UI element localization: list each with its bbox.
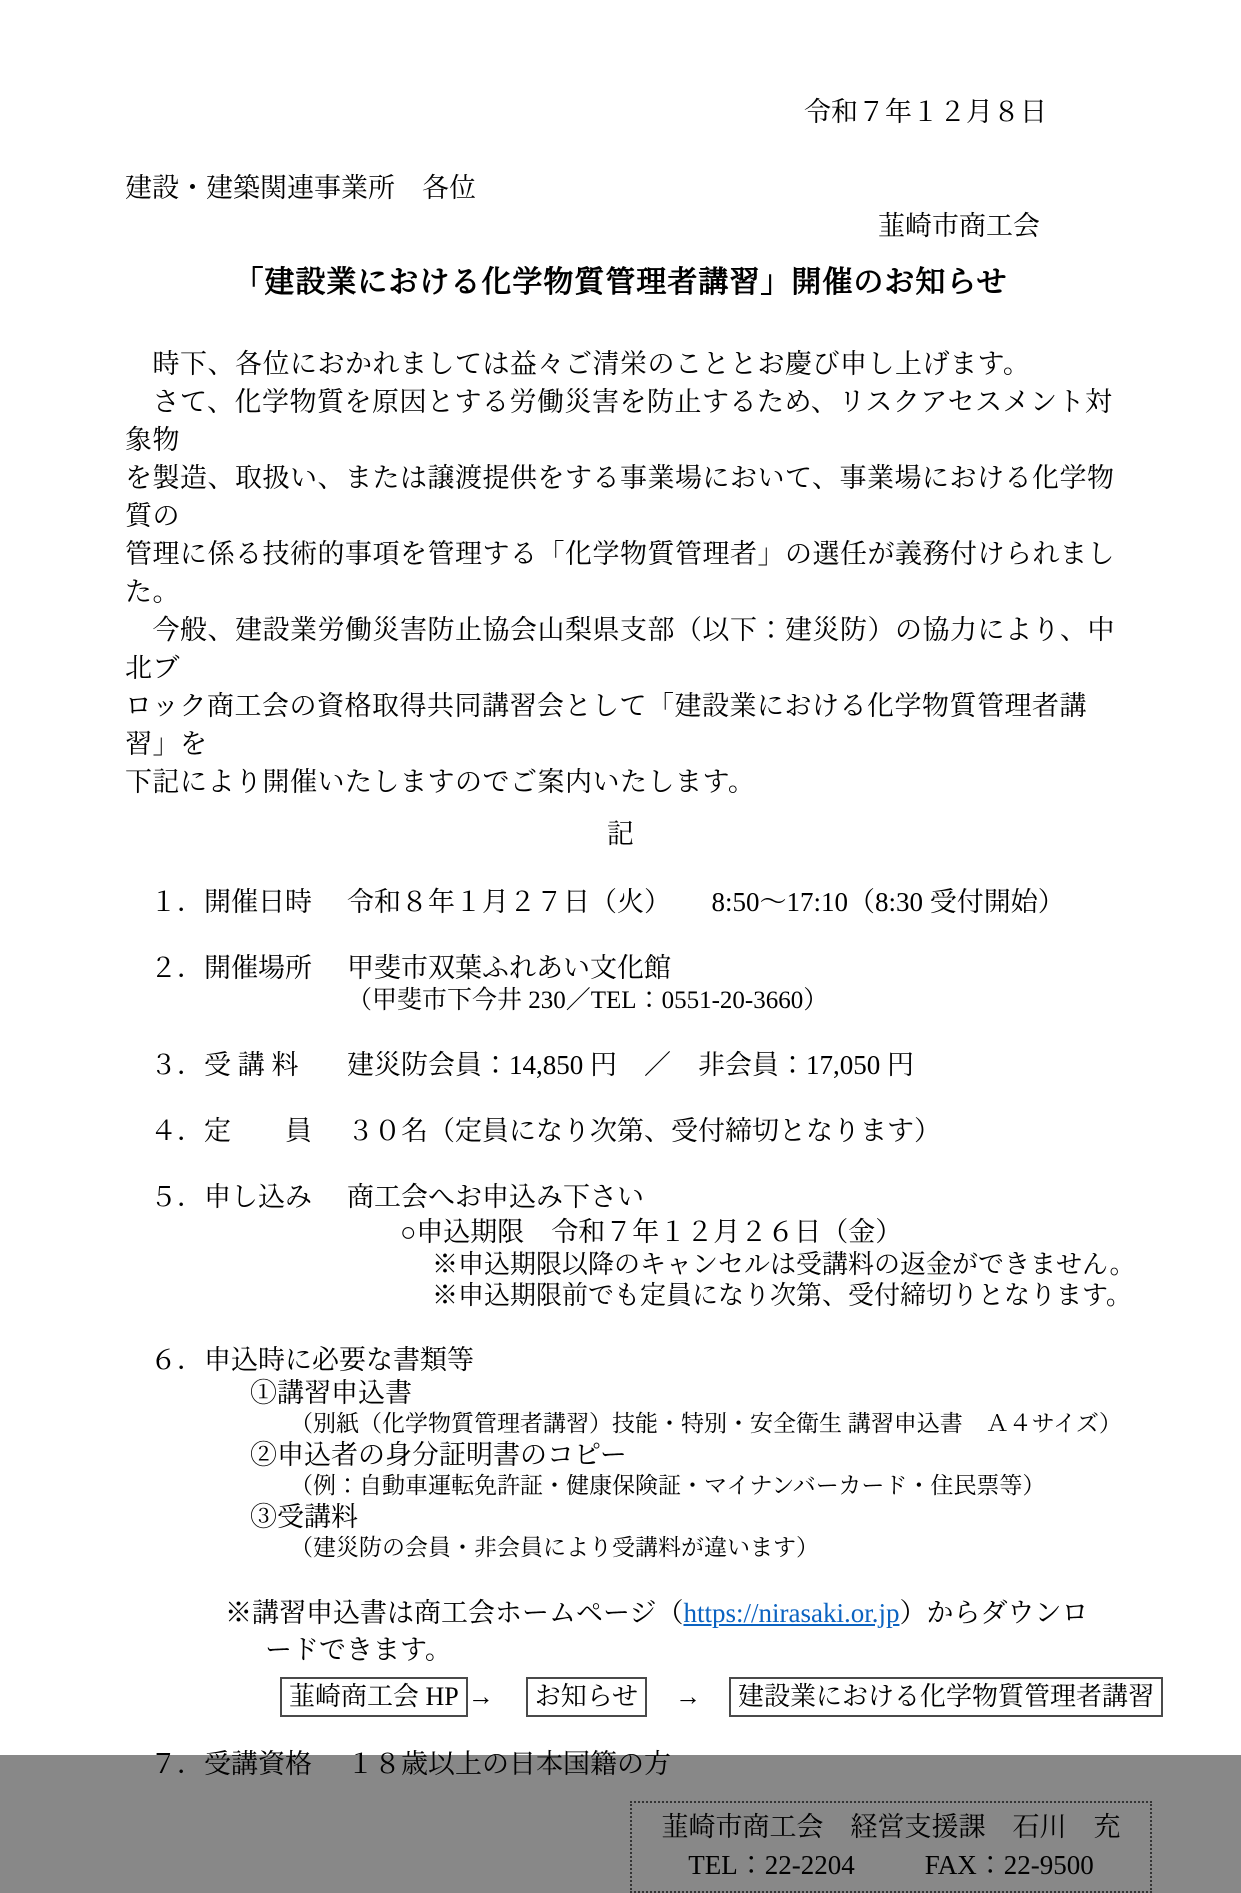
item-4-capacity	[150, 1115, 1116, 1148]
nav-step-course-page: 建設業における化学物質管理者講習	[729, 1677, 1163, 1717]
website-navigation-path	[150, 1673, 1154, 1718]
item-7-value: １８歳以上の日本国籍の方	[347, 1748, 671, 1779]
contact-person: 韮崎市商工会 経営支援課 石川 充	[661, 1811, 1121, 1842]
item-6-label: ６．申込時に必要な書類等	[150, 1345, 474, 1375]
arrow-right-icon: →	[467, 1681, 494, 1711]
body-line: 下記により開催いたしますのでご案内いたします。	[125, 767, 756, 797]
item-2-value: 甲斐市双葉ふれあい文化館	[347, 953, 671, 983]
contact-fax: FAX：22-9500	[924, 1849, 1094, 1880]
item-4-value: ３０名（定員になり次第、受付締切となります）	[347, 1116, 941, 1146]
capacity-cutoff-note: ※申込期限前でも定員になり次第、受付締切りとなります。	[432, 1281, 1132, 1310]
doc-1-application-form: ①講習申込書	[250, 1378, 412, 1408]
doc-2-id-copy: ②申込者の身分証明書のコピー	[250, 1440, 627, 1470]
item-5-application	[150, 1181, 1136, 1311]
item-3-value: 建災防会員：14,850 円 ／ 非会員：17,050 円	[347, 1050, 914, 1080]
cancellation-note: ※申込期限以降のキャンセルは受講料の返金ができません。	[432, 1250, 1136, 1279]
item-1-value: 令和８年１月２７日（火） 8:50～17:10（8:30 受付開始）	[347, 887, 1065, 917]
item-6-documents	[150, 1344, 1122, 1563]
doc-3-detail: （建災防の会員・非会員により受講料が違います）	[290, 1535, 819, 1560]
record-marker: 記	[607, 819, 634, 849]
item-4-label: ４．定 員	[150, 1116, 312, 1146]
download-instructions	[150, 1595, 1154, 1718]
body-paragraphs	[125, 345, 1116, 801]
body-line: を製造、取扱い、または譲渡提供をする事業場において、事業場における化学物質の	[125, 463, 1115, 531]
doc-3-fee: ③受講料	[250, 1502, 358, 1532]
body-line: さて、化学物質を原因とする労働災害を防止するため、リスクアセスメント対象物	[125, 387, 1113, 455]
greeting-line: 時下、各位におかれましては益々ご清栄のこととお慶び申し上げます。	[125, 349, 1031, 379]
addressee-line: 建設・建築関連事業所 各位	[125, 173, 476, 203]
item-3-fee	[150, 1049, 1116, 1082]
download-note-line2: ードできます。	[265, 1635, 452, 1665]
item-2-label: ２．開催場所	[150, 953, 312, 983]
nav-step-news: お知らせ	[526, 1677, 647, 1717]
item-5-label: ５．申し込み	[150, 1182, 312, 1212]
contact-info-box	[630, 1801, 1152, 1893]
contact-tel: TEL：22-2204	[688, 1849, 855, 1880]
download-note-line1	[150, 1595, 1116, 1632]
item-1-datetime	[150, 886, 1116, 919]
body-line: 管理に係る技術的事項を管理する「化学物質管理者」の選任が義務付けられました。	[125, 539, 1115, 607]
sender-organization: 韮崎市商工会	[878, 211, 1040, 241]
doc-1-detail: （別紙（化学物質管理者講習）技能・特別・安全衛生 講習申込書 Ａ４サイズ）	[290, 1411, 1122, 1436]
item-3-label: ３．受 講 料	[150, 1050, 299, 1080]
document-date: 令和７年１２月８日	[804, 97, 1047, 127]
arrow-right-icon: →	[674, 1681, 701, 1711]
body-line: 今般、建設業労働災害防止協会山梨県支部（以下：建災防）の協力により、中北ブ	[125, 615, 1115, 683]
item-5-value: 商工会へお申込み下さい	[347, 1182, 644, 1212]
nav-step-home: 韮崎商工会 HP	[280, 1677, 468, 1717]
download-note-suffix: ）からダウンロ	[899, 1598, 1089, 1628]
document-title: 「建設業における化学物質管理者講習」開催のお知らせ	[233, 266, 1008, 299]
contact-numbers	[632, 1846, 1150, 1884]
item-2-address-tel: （甲斐市下今井 230／TEL：0551-20-3660）	[347, 987, 829, 1014]
homepage-link[interactable]: https://nirasaki.or.jp	[683, 1598, 900, 1628]
item-1-label: １．開催日時	[150, 887, 312, 917]
item-7-eligibility	[150, 1748, 1116, 1781]
application-deadline: ○申込期限 令和７年１２月２６日（金）	[400, 1217, 903, 1247]
item-2-venue	[150, 952, 1116, 1016]
download-note-prefix: ※講習申込書は商工会ホームページ（	[225, 1598, 684, 1628]
doc-2-detail: （例：自動車運転免許証・健康保険証・マイナンバーカード・住民票等）	[290, 1473, 1046, 1498]
body-line: ロック商工会の資格取得共同講習会として「建設業における化学物質管理者講習」を	[125, 691, 1087, 759]
item-7-label: ７．受講資格	[150, 1748, 312, 1779]
